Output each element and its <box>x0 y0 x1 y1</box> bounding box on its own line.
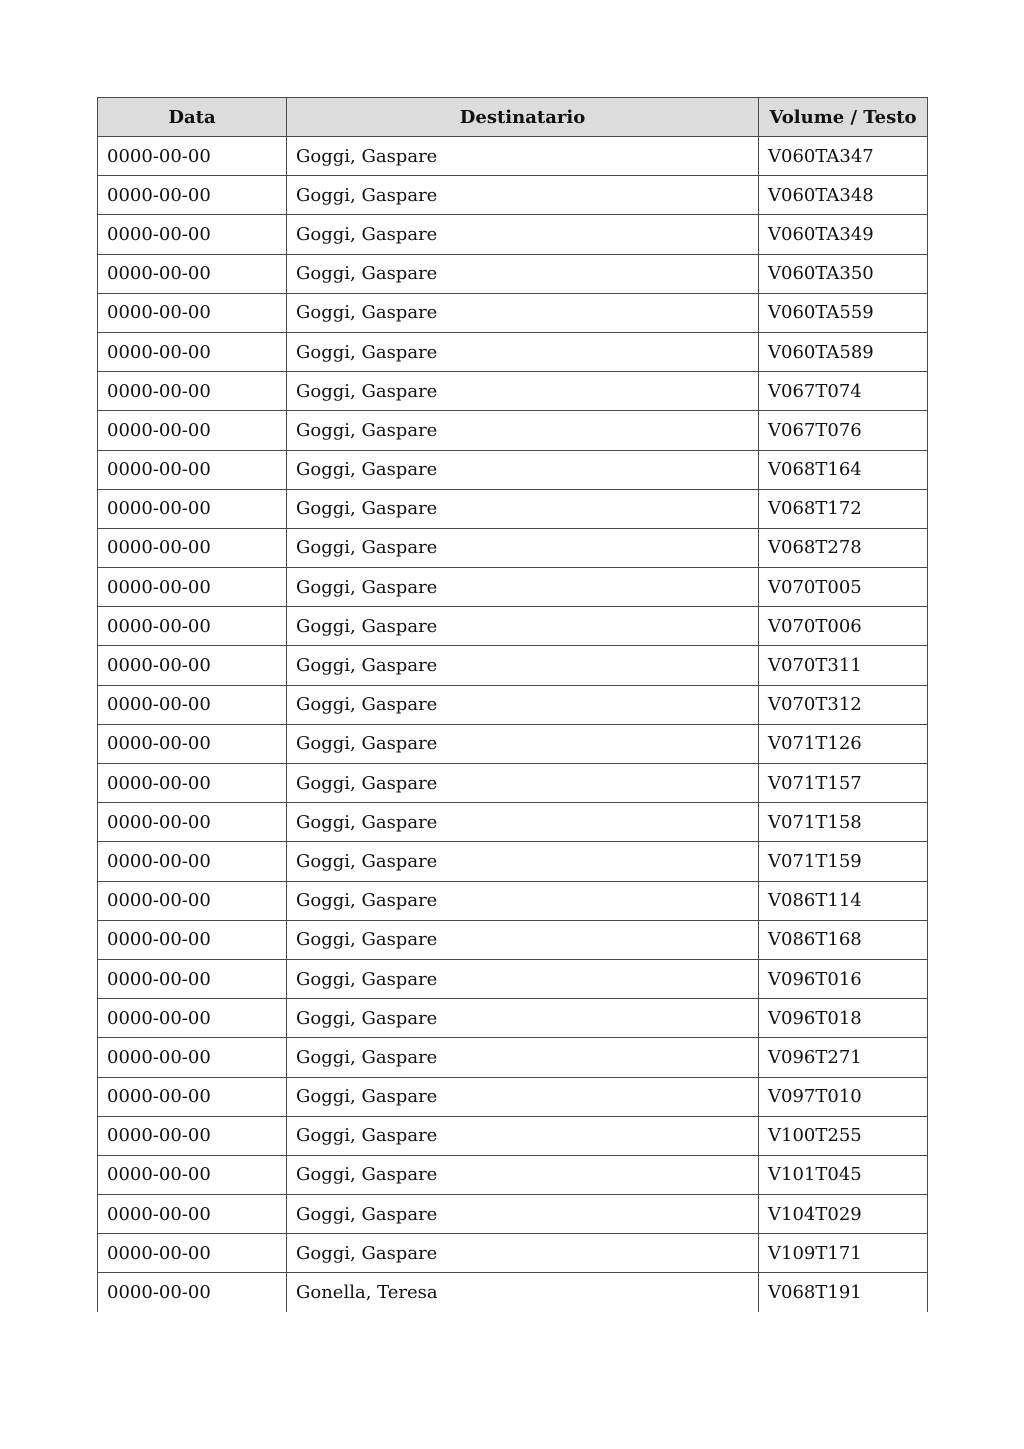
cell-data: 0000-00-00 <box>98 528 287 567</box>
table-row <box>98 176 928 215</box>
cell-volume-testo: V068T191 <box>759 1273 928 1312</box>
cell-destinatario: Goggi, Gaspare <box>287 215 759 254</box>
table-row <box>98 1155 928 1194</box>
cell-volume-testo: V086T114 <box>759 881 928 920</box>
records-table <box>97 97 928 1312</box>
cell-volume-testo: V071T159 <box>759 842 928 881</box>
table-row <box>98 568 928 607</box>
cell-destinatario: Goggi, Gaspare <box>287 959 759 998</box>
cell-destinatario: Goggi, Gaspare <box>287 528 759 567</box>
cell-volume-testo: V068T172 <box>759 489 928 528</box>
cell-volume-testo: V070T006 <box>759 607 928 646</box>
cell-destinatario: Goggi, Gaspare <box>287 920 759 959</box>
column-header-volume-testo: Volume / Testo <box>759 98 928 137</box>
table-row <box>98 607 928 646</box>
cell-destinatario: Goggi, Gaspare <box>287 607 759 646</box>
header-row <box>98 98 928 137</box>
table-body <box>98 137 928 1313</box>
cell-volume-testo: V096T018 <box>759 999 928 1038</box>
cell-data: 0000-00-00 <box>98 685 287 724</box>
cell-volume-testo: V097T010 <box>759 1077 928 1116</box>
table-row <box>98 1234 928 1273</box>
table-row <box>98 842 928 881</box>
cell-data: 0000-00-00 <box>98 137 287 176</box>
table-row <box>98 332 928 371</box>
cell-destinatario: Goggi, Gaspare <box>287 803 759 842</box>
cell-data: 0000-00-00 <box>98 842 287 881</box>
cell-data: 0000-00-00 <box>98 646 287 685</box>
cell-destinatario: Goggi, Gaspare <box>287 1195 759 1234</box>
table-row <box>98 724 928 763</box>
table-row <box>98 881 928 920</box>
cell-destinatario: Goggi, Gaspare <box>287 332 759 371</box>
cell-volume-testo: V071T126 <box>759 724 928 763</box>
cell-data: 0000-00-00 <box>98 450 287 489</box>
cell-volume-testo: V070T311 <box>759 646 928 685</box>
cell-volume-testo: V068T278 <box>759 528 928 567</box>
cell-data: 0000-00-00 <box>98 1195 287 1234</box>
table-row <box>98 920 928 959</box>
cell-destinatario: Goggi, Gaspare <box>287 1038 759 1077</box>
cell-data: 0000-00-00 <box>98 215 287 254</box>
cell-destinatario: Goggi, Gaspare <box>287 450 759 489</box>
cell-destinatario: Goggi, Gaspare <box>287 137 759 176</box>
cell-data: 0000-00-00 <box>98 881 287 920</box>
cell-data: 0000-00-00 <box>98 1273 287 1312</box>
cell-destinatario: Goggi, Gaspare <box>287 1077 759 1116</box>
cell-volume-testo: V067T074 <box>759 372 928 411</box>
cell-volume-testo: V060TA347 <box>759 137 928 176</box>
cell-data: 0000-00-00 <box>98 1234 287 1273</box>
table-row <box>98 646 928 685</box>
cell-data: 0000-00-00 <box>98 293 287 332</box>
cell-data: 0000-00-00 <box>98 1038 287 1077</box>
cell-data: 0000-00-00 <box>98 568 287 607</box>
cell-volume-testo: V070T312 <box>759 685 928 724</box>
cell-destinatario: Goggi, Gaspare <box>287 489 759 528</box>
cell-data: 0000-00-00 <box>98 803 287 842</box>
table-row <box>98 411 928 450</box>
cell-destinatario: Goggi, Gaspare <box>287 646 759 685</box>
cell-volume-testo: V101T045 <box>759 1155 928 1194</box>
cell-volume-testo: V071T158 <box>759 803 928 842</box>
cell-destinatario: Goggi, Gaspare <box>287 176 759 215</box>
cell-destinatario: Goggi, Gaspare <box>287 999 759 1038</box>
cell-data: 0000-00-00 <box>98 1116 287 1155</box>
cell-data: 0000-00-00 <box>98 1155 287 1194</box>
table-row <box>98 1273 928 1312</box>
table-row <box>98 215 928 254</box>
cell-destinatario: Goggi, Gaspare <box>287 881 759 920</box>
cell-destinatario: Goggi, Gaspare <box>287 724 759 763</box>
cell-destinatario: Goggi, Gaspare <box>287 293 759 332</box>
cell-volume-testo: V096T271 <box>759 1038 928 1077</box>
cell-volume-testo: V104T029 <box>759 1195 928 1234</box>
table-row <box>98 803 928 842</box>
table-row <box>98 293 928 332</box>
cell-destinatario: Goggi, Gaspare <box>287 764 759 803</box>
cell-data: 0000-00-00 <box>98 411 287 450</box>
cell-destinatario: Goggi, Gaspare <box>287 842 759 881</box>
table-row <box>98 1195 928 1234</box>
cell-volume-testo: V060TA348 <box>759 176 928 215</box>
column-header-data: Data <box>98 98 287 137</box>
cell-data: 0000-00-00 <box>98 372 287 411</box>
table-row <box>98 685 928 724</box>
cell-data: 0000-00-00 <box>98 764 287 803</box>
table-row <box>98 254 928 293</box>
cell-destinatario: Goggi, Gaspare <box>287 254 759 293</box>
table-row <box>98 999 928 1038</box>
cell-destinatario: Goggi, Gaspare <box>287 1155 759 1194</box>
cell-data: 0000-00-00 <box>98 959 287 998</box>
cell-volume-testo: V071T157 <box>759 764 928 803</box>
cell-volume-testo: V096T016 <box>759 959 928 998</box>
cell-volume-testo: V060TA350 <box>759 254 928 293</box>
table-header <box>98 98 928 137</box>
cell-data: 0000-00-00 <box>98 254 287 293</box>
cell-data: 0000-00-00 <box>98 489 287 528</box>
table-row <box>98 1077 928 1116</box>
table-row <box>98 959 928 998</box>
cell-data: 0000-00-00 <box>98 607 287 646</box>
cell-volume-testo: V060TA349 <box>759 215 928 254</box>
table-row <box>98 528 928 567</box>
cell-volume-testo: V068T164 <box>759 450 928 489</box>
cell-volume-testo: V100T255 <box>759 1116 928 1155</box>
cell-destinatario: Goggi, Gaspare <box>287 685 759 724</box>
cell-data: 0000-00-00 <box>98 920 287 959</box>
cell-volume-testo: V070T005 <box>759 568 928 607</box>
cell-volume-testo: V109T171 <box>759 1234 928 1273</box>
cell-destinatario: Goggi, Gaspare <box>287 1116 759 1155</box>
cell-data: 0000-00-00 <box>98 1077 287 1116</box>
cell-destinatario: Goggi, Gaspare <box>287 568 759 607</box>
cell-volume-testo: V067T076 <box>759 411 928 450</box>
column-header-destinatario: Destinatario <box>287 98 759 137</box>
cell-destinatario: Goggi, Gaspare <box>287 1234 759 1273</box>
cell-destinatario: Gonella, Teresa <box>287 1273 759 1312</box>
table-row <box>98 1038 928 1077</box>
table-row <box>98 137 928 176</box>
cell-data: 0000-00-00 <box>98 176 287 215</box>
table-row <box>98 764 928 803</box>
cell-volume-testo: V060TA589 <box>759 332 928 371</box>
table-row <box>98 489 928 528</box>
cell-destinatario: Goggi, Gaspare <box>287 372 759 411</box>
cell-data: 0000-00-00 <box>98 999 287 1038</box>
table-row <box>98 450 928 489</box>
table-row <box>98 372 928 411</box>
table-row <box>98 1116 928 1155</box>
cell-volume-testo: V086T168 <box>759 920 928 959</box>
cell-data: 0000-00-00 <box>98 724 287 763</box>
cell-volume-testo: V060TA559 <box>759 293 928 332</box>
cell-data: 0000-00-00 <box>98 332 287 371</box>
cell-destinatario: Goggi, Gaspare <box>287 411 759 450</box>
